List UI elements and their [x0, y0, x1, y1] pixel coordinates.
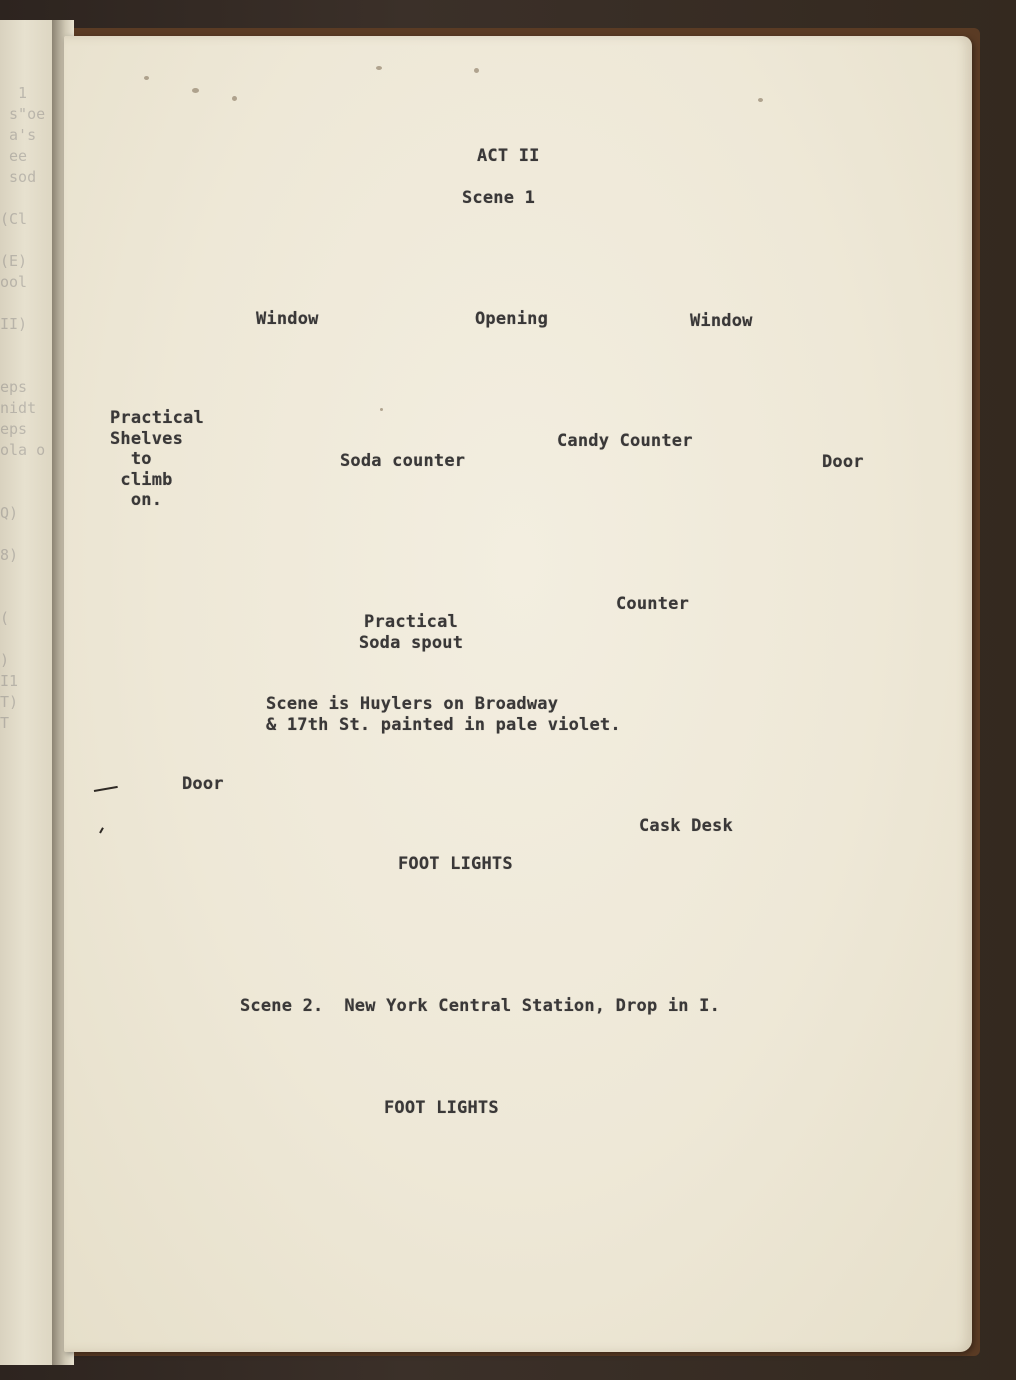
footlights-scene2: FOOT LIGHTS: [384, 1098, 499, 1118]
opening-label: Opening: [475, 309, 549, 329]
typed-page: [64, 36, 972, 1352]
footlights-scene1: FOOT LIGHTS: [398, 854, 513, 874]
scene-heading: Scene 1: [462, 188, 536, 208]
bleed-through-text: 1 s"oe a's ee sod (Cl (E) ool II) eps nidt eps ola o Q) 8) ( ) I1 T) T: [0, 84, 46, 732]
paper-speck: [144, 76, 149, 80]
door-left-label: Door: [182, 774, 224, 794]
door-right-label: Door: [822, 452, 864, 472]
candy-counter-label: Candy Counter: [557, 431, 693, 451]
paper-speck: [192, 88, 199, 93]
paper-speck: [758, 98, 763, 102]
scene2-line: Scene 2. New York Central Station, Drop in I.: [240, 996, 721, 1016]
soda-counter-label: Soda counter: [340, 451, 466, 471]
act-heading: ACT II: [477, 146, 540, 166]
window-right-label: Window: [690, 311, 753, 331]
paper-speck: [232, 96, 237, 101]
practical-soda-spout-label: Practical Soda spout: [358, 612, 464, 653]
ink-mark: [99, 827, 104, 833]
window-left-label: Window: [256, 309, 319, 329]
paper-speck: [376, 66, 382, 70]
counter-label: Counter: [616, 594, 690, 614]
scene-description: Scene is Huylers on Broadway & 17th St. painted in pale violet.: [266, 694, 621, 735]
ink-mark: [94, 786, 118, 792]
paper-speck: [474, 68, 479, 73]
practical-shelves-label: Practical Shelves to climb on.: [110, 408, 204, 510]
cash-desk-label: Cask Desk: [639, 816, 733, 836]
paper-speck: [380, 408, 383, 411]
